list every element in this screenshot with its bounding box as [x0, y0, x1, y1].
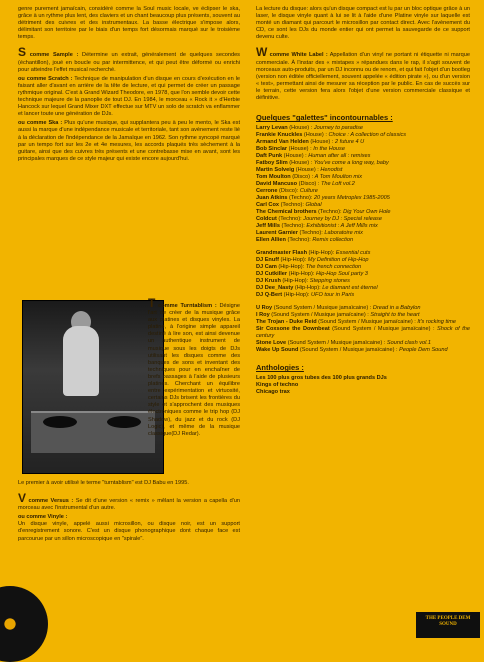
- artist-name: Daft Punk: [256, 153, 283, 160]
- artist-name: Jeff Mills: [256, 223, 280, 230]
- album-title: Remix collection: [312, 237, 354, 244]
- album-item: [256, 230, 470, 237]
- artist-name: Armand Van Helden: [256, 139, 309, 146]
- list-hiphop: [256, 250, 470, 299]
- entry-vinyle: [18, 514, 240, 542]
- vinyle-head: ou comme Vinyle :: [18, 514, 68, 521]
- album-item: [256, 264, 470, 271]
- album-title: Journey by DJ : Special release: [303, 216, 382, 223]
- artist-name: DJ Enuff: [256, 257, 279, 264]
- album-item: [256, 188, 470, 195]
- album-item: [256, 250, 470, 257]
- sample-head: comme Sample :: [29, 52, 79, 59]
- genre-label: (Techno):: [297, 230, 325, 237]
- artist-name: Juan Atkins: [256, 195, 288, 202]
- genre-label: (Techno):: [276, 216, 304, 223]
- genre-label: (Hip-Hop):: [306, 250, 336, 257]
- anthology-item: Les 100 plus gros tubes des 100 plus grands DJs: [256, 375, 387, 382]
- genre-label: (House) :: [287, 160, 314, 167]
- album-title: A Tom Moulton mix: [314, 174, 363, 181]
- right-column: [256, 6, 470, 396]
- turntablism-text: Désigne l'art de créer de la musique grâce aux platines et disques vinyles. La platine, à l'origine simple appareil destiné à lire son, est ainsi devenue un authentique instrument de musique sous les doigts de DJs utilisant les disques comme des banques de sons et inventant des techniques pour en enchaîner de brefs passages à l'aide de plusieurs platines. Cherchant un équilibre entre expérimentation et virtuosité, certains DJs brisent les frontières du style et s'approchent des musiques électroniques comme le trip hop (DJ Shadow), du jazz et du rock (DJ Logic), et même de la musique classique(DJ Redar).: [148, 303, 241, 437]
- album-item: [256, 195, 470, 202]
- album-title: Journey to paradise: [313, 125, 363, 132]
- album-item: [256, 153, 470, 160]
- album-title: You've come a long way, baby: [313, 160, 389, 167]
- genre-label: (Techno):: [279, 223, 307, 230]
- versus-text: Se dit d'une version « remix » mêlant la version a capella d'un morceau avec l'instrumental d'un autre.: [18, 498, 241, 512]
- logo-text: THE PEOPLE DEM SOUND: [425, 616, 471, 627]
- artist-name: Wake Up Sound: [256, 347, 299, 354]
- album-item: [256, 312, 470, 319]
- genre-label: (Hip-Hop):: [287, 271, 316, 278]
- album-item: [256, 326, 470, 340]
- artist-name: Martin Solveig: [256, 167, 295, 174]
- dj-body: [63, 326, 99, 396]
- artist-name: Sir Coxsone the Downbeat: [256, 326, 330, 333]
- album-item: [256, 278, 470, 285]
- genre-label: (Techno):: [279, 202, 306, 209]
- album-title: Exhibitionist : A Jeff Mills mix: [306, 223, 378, 230]
- scratch-text: Technique de manipulation d'un disque en cours d'exécution en le faisant aller d'avant en arrière de la tête de lecture, et qui permet de créer un passage rythmique original. C'est à Grand Wizard Theodore, en 1978, que l'on semble devoir cette technique majeure de la panoplie de tout DJ. En 1984, le morceau « Rock it » d'Herbie Hancock sur lequel Grand Mixer DXT effectue sur MTV un solo de scratch va enflammer et lancer toute une génération de DJs.: [18, 75, 241, 118]
- ska-text: Plus qu'une musique, qui supplantera peu à peu le mento, le Ska est aussi la marque d'une indépendance musicale et territoriale, tant son avènement reste lié à la déclaration de l'indépendance de la Jamaïque en 1962. Son rythme syncopé marqué par un tempo fort sur les 2e et 4e mesures, les accords plaqués très sèchement à la guitare, ainsi que des cuivres très présents et une contrebasse mise en avant, sont les principales marques de ce style majeur qui existe encore aujourd'hui.: [18, 120, 240, 162]
- genre-label: (Hip-Hop):: [276, 264, 306, 271]
- entry-turntablism: [148, 296, 241, 438]
- album-item: [256, 181, 470, 188]
- artist-name: Bob Sinclar: [256, 146, 288, 153]
- genre-label: (Sound System / Musique jamaïcaine) :: [286, 340, 387, 347]
- vinyl-record-icon: [0, 586, 48, 662]
- galettes-title: Quelques "galettes" incontournables :: [256, 113, 393, 123]
- album-title: Laboratoire mix: [324, 230, 363, 237]
- left-column: [18, 6, 240, 165]
- letter-w: W: [256, 45, 268, 60]
- album-title: Le diamant est éternel: [322, 285, 378, 292]
- album-title: Stepping stones: [309, 278, 350, 285]
- left-intro: genre purement jamaïcain, considéré comme la Soul music locale, ve éclipser le ska, grâce à un rythme plus lent, des claviers et un chant beaucoup plus présents, souvent au détriment des cuivres et des instrumentaux. La basse électrique s'impose alors, délimitant son territoire par le biais d'un temps fort désormais marqué sur le troisième temps.: [18, 6, 240, 41]
- genre-label: (Sound System / Musique jamaïcaine) :: [269, 312, 371, 319]
- artist-name: U Roy: [256, 305, 273, 312]
- album-title: My Definition of Hip-Hop: [307, 257, 369, 264]
- album-title: Global: [305, 202, 322, 209]
- album-item: [256, 209, 470, 216]
- letter-s: S: [18, 45, 27, 60]
- artist-name: DJ Dee_Nasty: [256, 285, 294, 292]
- genre-label: (House) :: [287, 146, 314, 153]
- entry-whitelabel: [256, 45, 470, 102]
- letter-t: T: [148, 296, 156, 310]
- anthology-item: Chicago trax: [256, 389, 290, 396]
- album-item: [256, 347, 470, 354]
- entry-ska: [18, 120, 240, 163]
- turntablism-bottom: Le premier à avoir utilisé le terme "turntablism" est DJ Babu en 1995.: [18, 480, 189, 486]
- genre-label: (House) :: [302, 132, 329, 139]
- people-dem-sound-logo: [416, 612, 480, 638]
- list-house: [256, 125, 470, 244]
- ska-head: ou comme Ska :: [18, 120, 63, 127]
- anthology-item: Kings of techno: [256, 382, 299, 389]
- album-item: [256, 237, 470, 244]
- genre-label: (Techno):: [316, 209, 344, 216]
- scratch-head: ou comme Scratch :: [18, 75, 73, 82]
- genre-label: (House) :: [308, 139, 335, 146]
- entry-sample: [18, 45, 240, 73]
- genre-label: (Techno):: [287, 195, 314, 202]
- album-title: People Dem Sound: [399, 347, 448, 354]
- artist-name: Tom Moulton: [256, 174, 291, 181]
- genre-label: (Sound System / Musique jamaïcaine) :: [272, 305, 373, 312]
- genre-label: (Sound System / Musique jamaïcaine) :: [316, 319, 418, 326]
- genre-label: (Techno):: [285, 237, 313, 244]
- genre-label: (Hip-Hop):: [282, 292, 312, 299]
- album-title: Culture: [299, 188, 318, 195]
- list-soundsystem: [256, 305, 470, 354]
- list-anthologies: [256, 375, 470, 396]
- album-title: UFO tour in Paris: [311, 292, 355, 299]
- record-left: [43, 416, 77, 428]
- album-item: [256, 305, 470, 312]
- artist-name: Laurent Garnier: [256, 230, 298, 237]
- artist-name: Ellen Allien: [256, 237, 286, 244]
- album-title: The Loft vol.2: [320, 181, 355, 188]
- album-title: Shock of the century: [256, 326, 470, 340]
- artist-name: I Roy: [256, 312, 270, 319]
- sample-text: Détermine un extrait, généralement de quelques secondes (échantillon), joué en boucle ou par intermittence, et qui peut être déformé ou enrichi pour atteindre l'effet musical recherché.: [18, 52, 240, 73]
- album-title: Human after all : remixes: [308, 153, 371, 160]
- album-item: [256, 319, 470, 326]
- genre-label: (Disco):: [277, 188, 300, 195]
- album-title: Dig Your Own Hole: [343, 209, 391, 216]
- artist-name: The Trojan - Duke Reid: [256, 319, 317, 326]
- album-item: [256, 216, 470, 223]
- artist-name: DJ Cutkiller: [256, 271, 288, 278]
- artist-name: Larry Levan: [256, 125, 288, 132]
- genre-label: (Hip-Hop):: [279, 257, 308, 264]
- turntablism-head: comme Turntablism :: [158, 303, 217, 309]
- album-title: The french connection: [305, 264, 362, 271]
- album-item: [256, 292, 470, 299]
- whitelabel-text: Appellation d'un vinyl ne portant ni étiquette ni marque commerciale. À l'instar des « mixtapes » répandues dans le rap, il s'agit souvent de morceaux auto-produits, par un DJ inconnu ou de renom, et qui fait l'objet d'un bootleg (version non éditée officiellement, souvent appelée « édition pirate »), ou d'un version « test», permettant ainsi de mesurer sa réception par le public. En cas de succès sur le terrain, cette version fera alors l'objet d'une version commerciale classique et définitive.: [256, 52, 470, 102]
- album-title: In the House: [313, 146, 345, 153]
- album-item: [256, 257, 470, 264]
- genre-label: (Sound System / Musique jamaïcaine) :: [329, 326, 437, 333]
- album-title: Hip-Hop Soul party 3: [316, 271, 368, 278]
- album-title: Choice : A collection of classics: [328, 132, 407, 139]
- album-item: [256, 285, 470, 292]
- genre-label: (Disco) :: [290, 174, 315, 181]
- album-title: Essential cuts: [335, 250, 371, 257]
- artist-name: The Chemical brothers: [256, 209, 317, 216]
- album-item: [256, 146, 470, 153]
- genre-label: (House) :: [287, 125, 314, 132]
- dj-photo: [22, 300, 164, 474]
- genre-label: (Disco) :: [297, 181, 321, 188]
- record-right: [107, 416, 141, 428]
- album-title: Straight to the heart: [370, 312, 420, 319]
- whitelabel-head: comme White Label :: [269, 52, 328, 59]
- genre-label: (Hip-Hop):: [280, 278, 310, 285]
- genre-label: (House) :: [282, 153, 309, 160]
- artist-name: Cerrone: [256, 188, 278, 195]
- album-title: Dread in a Babylon: [372, 305, 421, 312]
- album-item: [256, 174, 470, 181]
- album-item: [256, 125, 470, 132]
- album-item: [256, 202, 470, 209]
- genre-label: (House) :: [294, 167, 321, 174]
- album-item: [256, 160, 470, 167]
- genre-label: (Hip-Hop):: [293, 285, 323, 292]
- versus-head: comme Versus :: [28, 498, 74, 505]
- artist-name: Stone Love: [256, 340, 287, 347]
- artist-name: DJ Cam: [256, 264, 277, 271]
- album-item: [256, 271, 470, 278]
- entry-scratch: [18, 76, 240, 119]
- album-item: [256, 167, 470, 174]
- artist-name: Grandmaster Flash: [256, 250, 307, 257]
- left-bottom: [18, 472, 240, 545]
- letter-v: V: [18, 491, 27, 506]
- album-item: [256, 223, 470, 230]
- artist-name: DJ Q-Bert: [256, 292, 283, 299]
- artist-name: Fatboy Slim: [256, 160, 288, 167]
- artist-name: Frankie Knuckles: [256, 132, 303, 139]
- album-title: Henodist: [320, 167, 343, 174]
- genre-label: (Sound System / Musique jamaïcaine) :: [298, 347, 400, 354]
- artist-name: Coldcut: [256, 216, 277, 223]
- album-title: It's rocking time: [417, 319, 457, 326]
- album-item: [256, 132, 470, 139]
- entry-versus: [18, 491, 241, 512]
- album-item: [256, 340, 470, 347]
- album-title: Sound clash vol.1: [386, 340, 432, 347]
- vinyle-text: Un disque vinyle, appelé aussi microsillon, ou disque noir, est un support d'enregistrement sonore. C'est un disque phonographique dont chaque face est parcourue par un sillon microscopique en "spirale".: [18, 521, 240, 542]
- album-title: 20 years Metroplex 1985-2005: [313, 195, 390, 202]
- album-title: 2 future 4 U: [334, 139, 365, 146]
- artist-name: David Mancuso: [256, 181, 298, 188]
- album-item: [256, 139, 470, 146]
- anthologies-title: Anthologies :: [256, 363, 304, 373]
- artist-name: DJ Krush: [256, 278, 281, 285]
- right-intro: La lecture du disque: alors qu'un disque compact est lu par un bloc optique grâce à un laser, le disque vinyle quant à lui se lit à l'aide d'une Platine vinyle sur laquelle est monté un diamant qui parcourt le microsillon par contact direct. Avec l'avènement du CD, ce sont les DJs du monde entier qui ont permet la sauvegarde de ce support devenu culte.: [256, 6, 470, 41]
- artist-name: Carl Cox: [256, 202, 280, 209]
